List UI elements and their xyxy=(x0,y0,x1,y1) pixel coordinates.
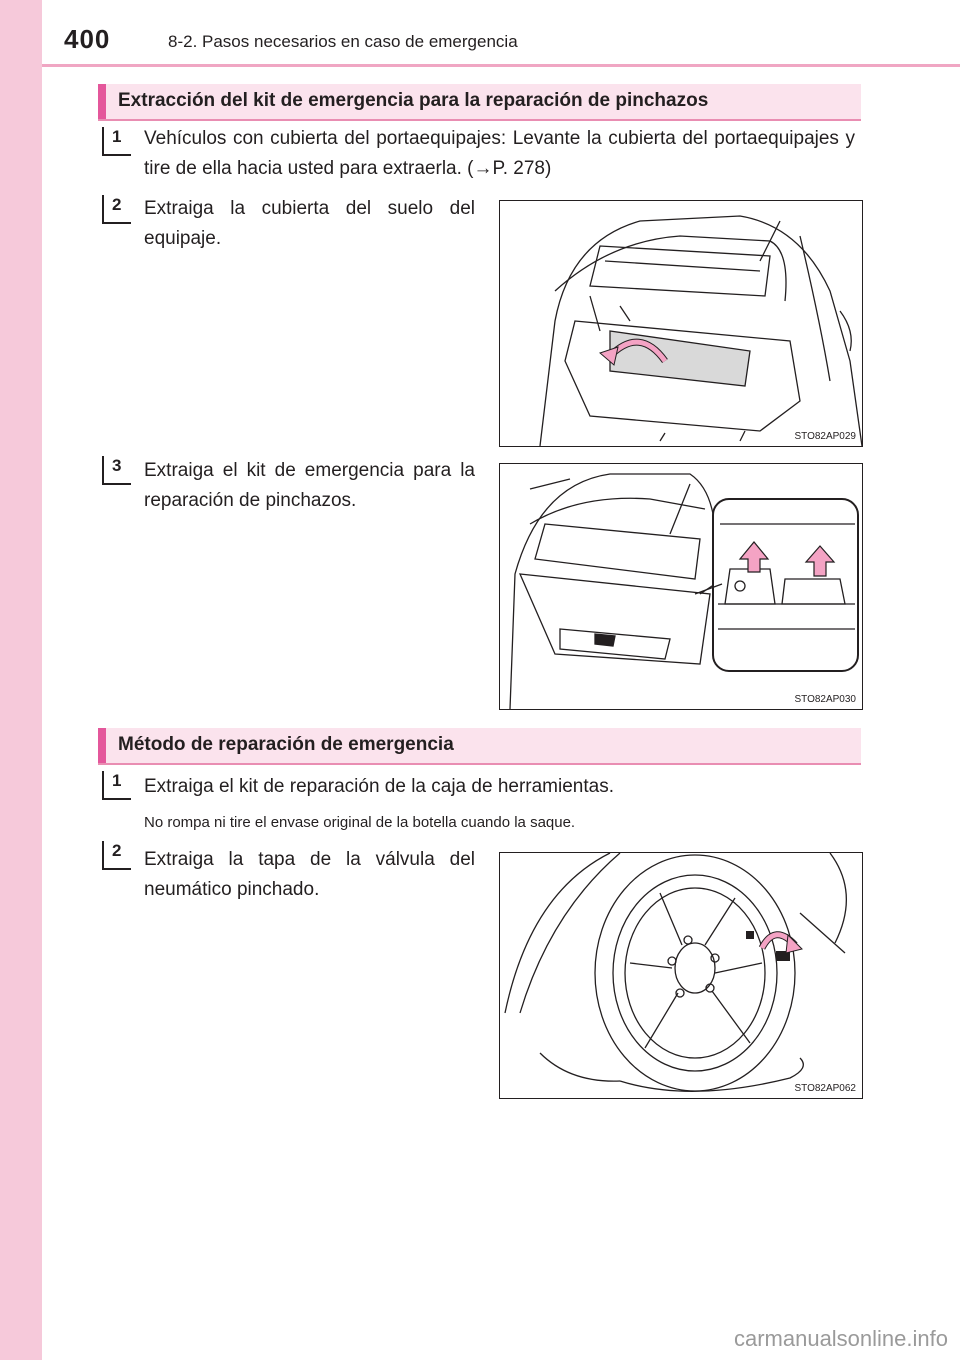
running-head: 8-2. Pasos necesarios en caso de emergencia xyxy=(168,32,518,51)
figure-valve-cap xyxy=(499,852,863,1099)
page-number: 400 xyxy=(64,24,111,54)
step-marker: 1 xyxy=(102,771,131,800)
step-text: Extraiga el kit de reparación de la caja de herramientas. xyxy=(144,776,614,797)
step-marker: 3 xyxy=(102,456,131,485)
car-trunk-illustration xyxy=(500,201,862,446)
site-watermark: carmanualsonline.info xyxy=(733,1326,948,1351)
chapter-tab-band xyxy=(0,0,42,1360)
section-title: Método de reparación de emergencia xyxy=(118,734,454,755)
section-accent-bar xyxy=(98,728,106,763)
section-title: Extracción del kit de emergencia para la reparación de pinchazos xyxy=(118,90,709,111)
step-note: No rompa ni tire el envase original de la botella cuando la saque. xyxy=(144,814,576,831)
figure-luggage-floor-cover xyxy=(499,200,863,447)
step-text: Extraiga la tapa de la válvula del neumático pinchado. xyxy=(144,849,475,900)
figure-code: STO82AP029 xyxy=(794,431,856,442)
step-text: Extraiga la cubierta del suelo del equipaje. xyxy=(144,198,475,249)
step-marker: 2 xyxy=(102,841,131,870)
figure-code: STO82AP062 xyxy=(794,1083,856,1094)
figure-code: STO82AP030 xyxy=(794,694,856,705)
figure-repair-kit-location xyxy=(499,463,863,710)
step-text: Extraiga el kit de emergencia para la reparación de pinchazos. xyxy=(144,460,475,511)
step-text: Vehículos con cubierta del portaequipajes: Levante la cubierta del portaequipajes y tire de ella hacia usted para extraerla. (→P. 278) xyxy=(144,128,855,179)
header-rule xyxy=(42,64,960,67)
section-heading-kit-removal xyxy=(98,84,861,121)
step-marker: 1 xyxy=(102,127,131,156)
step-marker: 2 xyxy=(102,195,131,224)
trunk-detail-illustration xyxy=(500,464,862,709)
section-accent-bar xyxy=(98,84,106,119)
section-heading-repair-method xyxy=(98,728,861,765)
tire-wheel-illustration xyxy=(500,853,862,1098)
